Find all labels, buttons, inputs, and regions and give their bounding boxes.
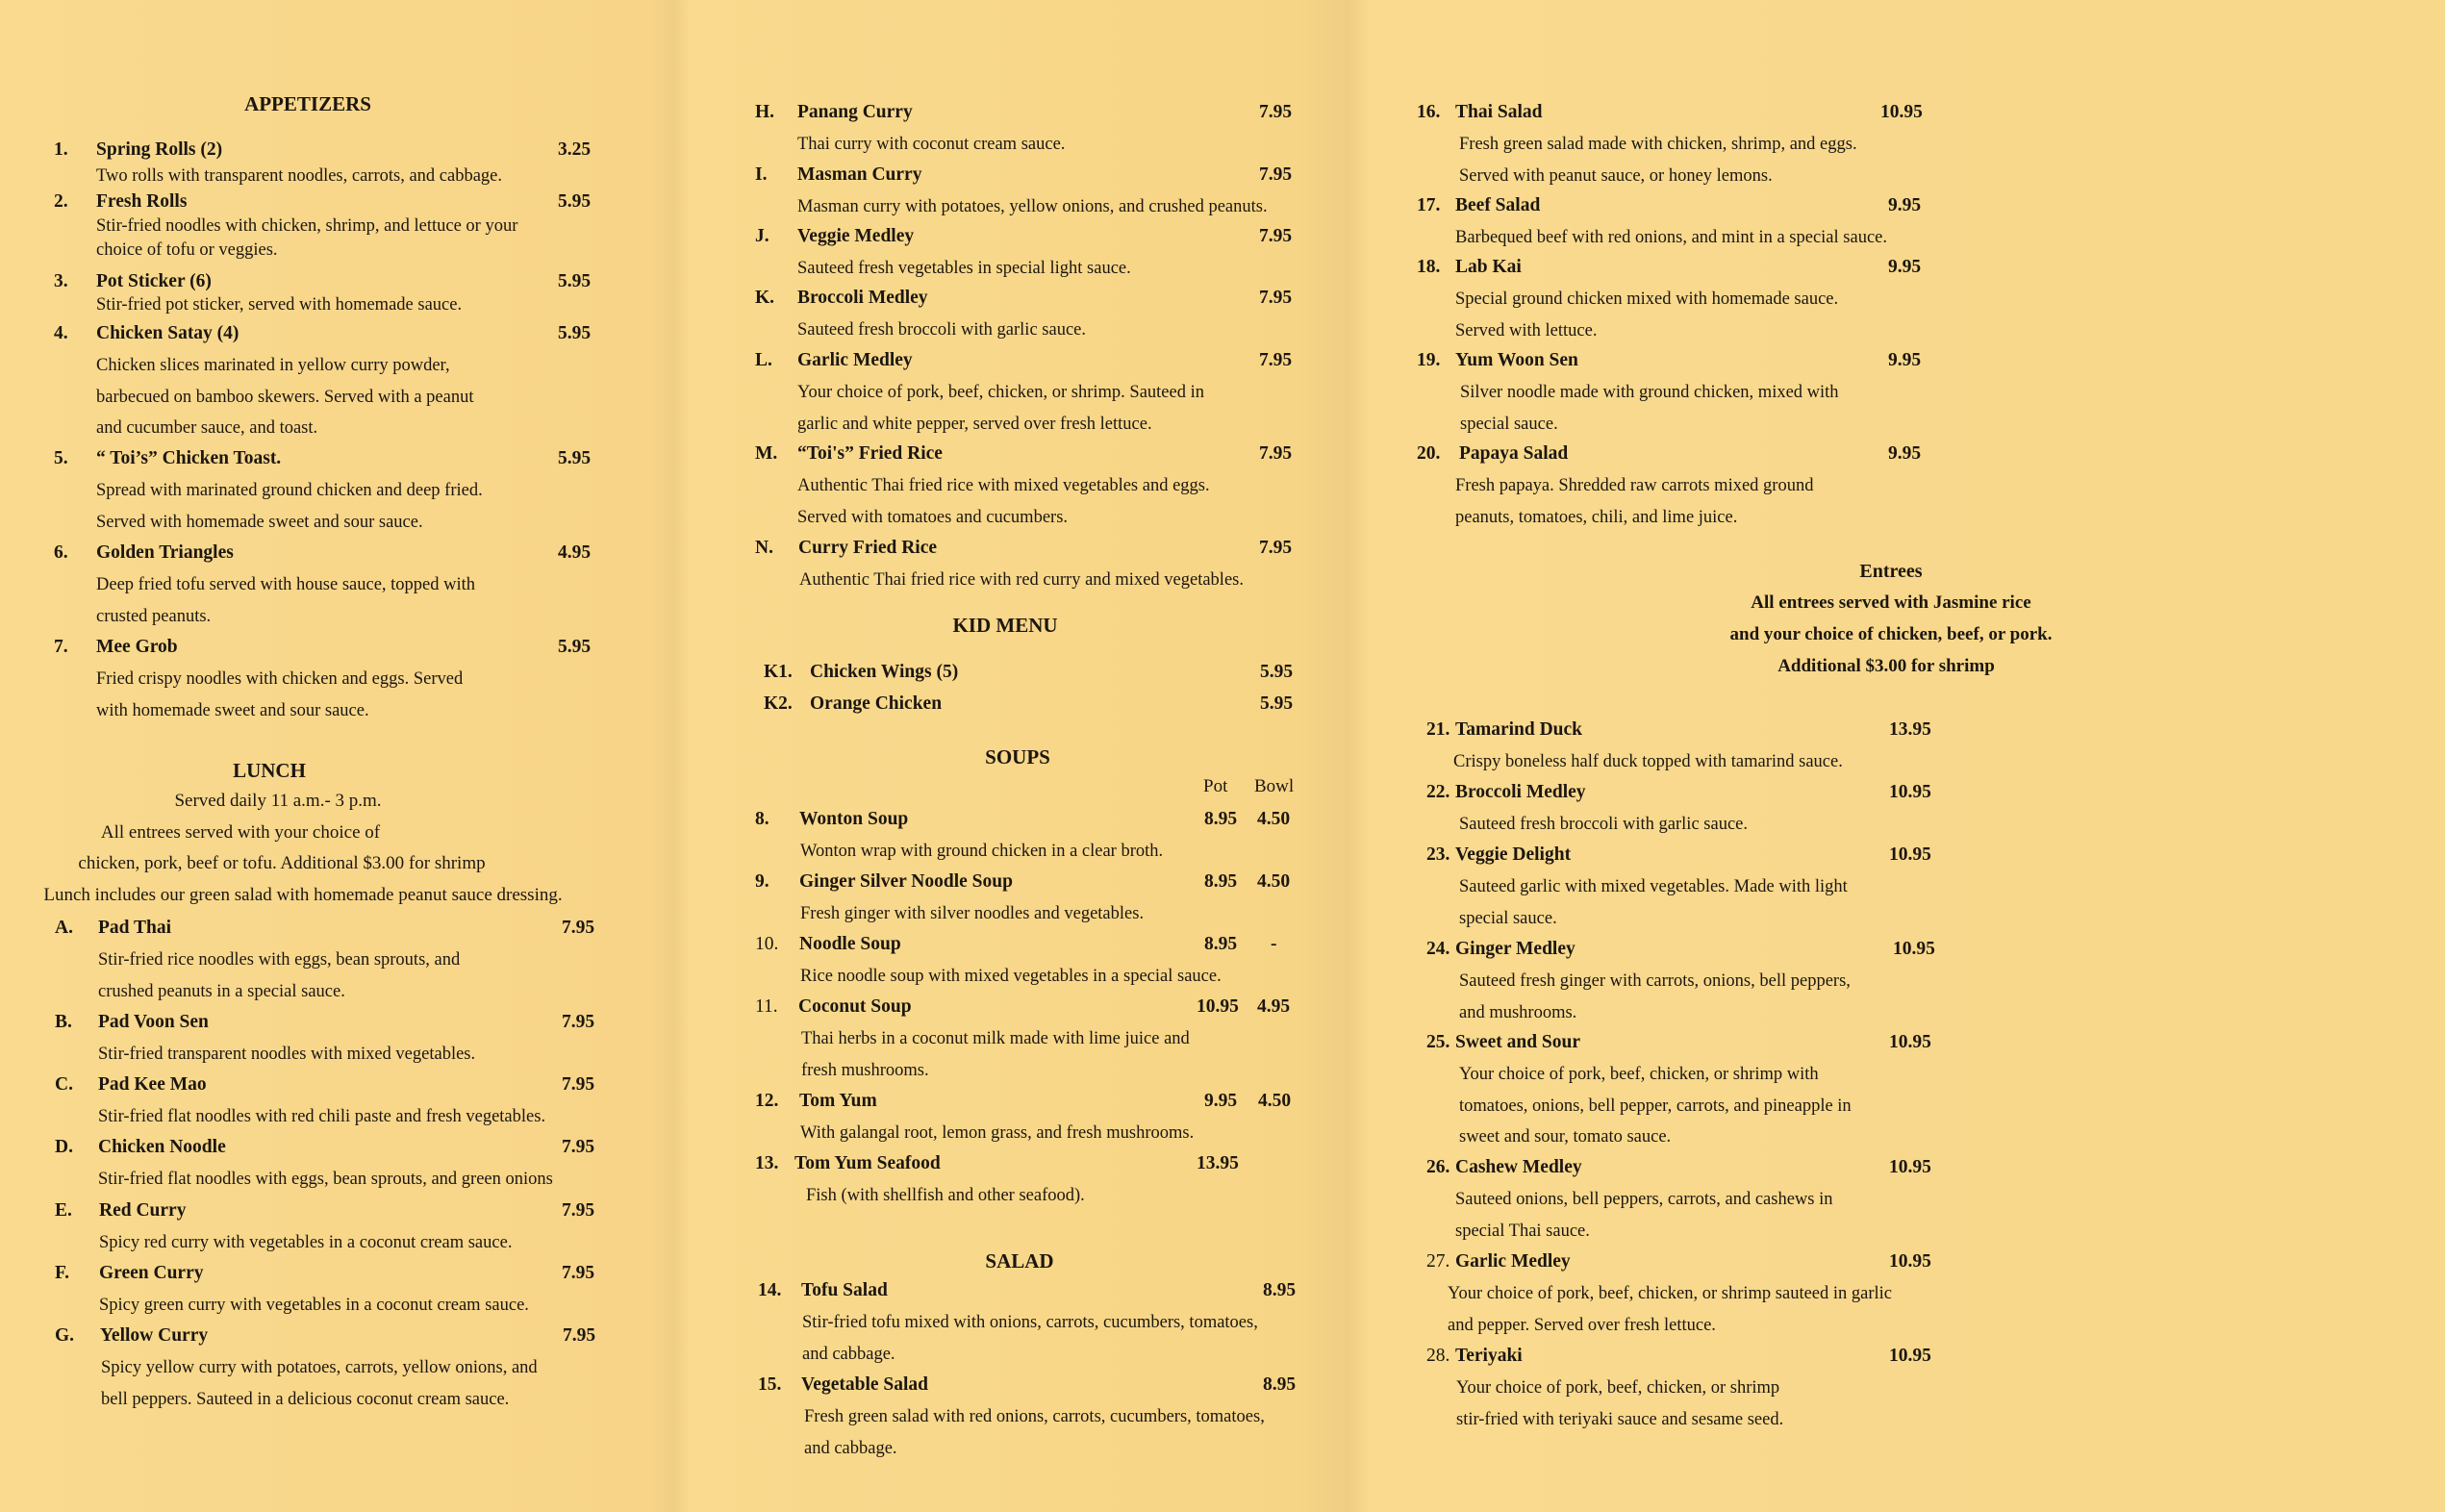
item-number: N. (755, 538, 773, 558)
item-price: 7.95 (562, 1200, 595, 1221)
item-description: Sauteed fresh broccoli with garlic sauce. (797, 320, 1086, 340)
item-description: Your choice of pork, beef, chicken, or shrimp. Sauteed in garlic and white pepper, served over fresh lettuce. (797, 383, 1204, 434)
item-number: 3. (54, 271, 68, 291)
item-price: 5.95 (1260, 693, 1294, 714)
item-name: Pad Kee Mao (98, 1074, 207, 1095)
item-description: Deep fried tofu served with house sauce, topped with crusted peanuts. (96, 575, 476, 626)
item-name: Garlic Medley (1455, 1251, 1571, 1272)
item-name: Thai Salad (1455, 102, 1543, 122)
item-price: 9.95 (1888, 195, 1922, 215)
item-price: 7.95 (1259, 288, 1293, 308)
item-description: Special ground chicken mixed with homemade sauce. Served with lettuce. (1455, 290, 1839, 340)
item-price: 5.95 (558, 191, 592, 212)
item-number: I. (755, 164, 768, 185)
item-description: Silver noodle made with ground chicken, mixed with special sauce. (1460, 383, 1839, 434)
item-description: Thai curry with coconut cream sauce. (797, 135, 1066, 154)
menu-column-middle (659, 0, 1337, 1512)
item-name: Tom Yum Seafood (794, 1153, 941, 1173)
item-description: Barbequed beef with red onions, and mint in a special sauce. (1455, 228, 1887, 247)
menu-column-left (0, 0, 654, 1512)
item-name: Coconut Soup (798, 996, 912, 1017)
item-name: Red Curry (99, 1200, 187, 1221)
item-number: 5. (54, 448, 68, 468)
item-price: 10.95 (1889, 1346, 1931, 1366)
entrees-title: Entrees (1859, 561, 1923, 582)
item-description: Authentic Thai fried rice with mixed vegetables and eggs. Served with tomatoes and cucumbers. (797, 476, 1210, 527)
item-number: 1. (54, 139, 68, 160)
item-price: 5.95 (558, 637, 592, 657)
item-number: 18. (1417, 257, 1441, 277)
item-name: Pot Sticker (6) (96, 271, 212, 291)
item-number: H. (755, 102, 775, 122)
item-name: Tom Yum (799, 1091, 877, 1111)
item-name: Orange Chicken (810, 693, 943, 714)
item-number: 14. (758, 1280, 782, 1300)
item-price: 3.25 (558, 139, 592, 160)
item-price-bowl: 4.95 (1257, 996, 1291, 1017)
item-name: Ginger Medley (1455, 939, 1575, 959)
item-name: “Toi's” Fried Rice (797, 443, 943, 464)
item-description: Stir-fried transparent noodles with mixed vegetables. (98, 1045, 476, 1064)
item-number: 25. (1426, 1032, 1450, 1052)
item-price-bowl: 4.50 (1257, 809, 1291, 829)
menu-column-right (1337, 0, 2053, 1512)
item-number: K. (755, 288, 775, 308)
item-number: 10. (755, 934, 779, 954)
item-price: 7.95 (562, 1263, 595, 1283)
item-name: Tamarind Duck (1455, 719, 1583, 740)
item-price: 10.95 (1889, 1251, 1931, 1272)
item-name: Lab Kai (1455, 257, 1522, 277)
item-description: With galangal root, lemon grass, and fresh mushrooms. (800, 1123, 1195, 1143)
kid-menu-title: KID MENU (952, 614, 1058, 637)
item-price: 7.95 (563, 1325, 596, 1346)
item-description: Fresh green salad made with chicken, shrimp, and eggs. Served with peanut sauce, or honey lemons. (1459, 135, 1857, 186)
salad-title: SALAD (985, 1249, 1054, 1273)
item-number: L. (755, 350, 772, 370)
item-number: 20. (1417, 443, 1441, 464)
item-number: 22. (1426, 782, 1450, 802)
lunch-note-shrimp: chicken, pork, beef or tofu. Additional $3.00 for shrimp (78, 853, 486, 873)
item-name: Yellow Curry (100, 1325, 209, 1346)
item-description: Your choice of pork, beef, chicken, or shrimp sauteed in garlic and pepper. Served over fresh lettuce. (1448, 1284, 1893, 1335)
item-name: Panang Curry (797, 102, 913, 122)
soups-pot-header: Pot (1203, 776, 1228, 796)
item-price: 7.95 (562, 1137, 595, 1157)
item-description: Spicy green curry with vegetables in a coconut cream sauce. (99, 1296, 529, 1315)
item-name: Yum Woon Sen (1455, 350, 1578, 370)
item-name: Cashew Medley (1455, 1157, 1582, 1177)
item-number: 23. (1426, 844, 1450, 865)
item-description: Stir-fried flat noodles with red chili paste and fresh vegetables. (98, 1107, 546, 1126)
soups-bowl-header: Bowl (1254, 776, 1295, 796)
item-number: 2. (54, 191, 68, 212)
item-price: 7.95 (1259, 102, 1293, 122)
item-price: 7.95 (562, 918, 595, 938)
entrees-note-choice: and your choice of chicken, beef, or pork. (1729, 624, 2053, 644)
item-description: Sauteed garlic with mixed vegetables. Made with light special sauce. (1459, 877, 1848, 928)
entrees-note-rice: All entrees served with Jasmine rice (1751, 592, 2031, 613)
item-number: K2. (764, 693, 793, 714)
appetizers-title: APPETIZERS (244, 92, 371, 115)
item-price: 8.95 (1263, 1374, 1297, 1395)
item-name: Wonton Soup (799, 809, 909, 829)
item-price: 10.95 (1893, 939, 1935, 959)
item-number: 6. (54, 542, 68, 563)
item-number: J. (755, 226, 769, 246)
item-name: Sweet and Sour (1455, 1032, 1581, 1052)
item-number: 16. (1417, 102, 1441, 122)
item-price: 5.95 (558, 323, 592, 343)
item-price-bowl: 4.50 (1258, 1091, 1292, 1111)
item-name: Pad Thai (98, 918, 172, 938)
item-description: Stir-fried pot sticker, served with homemade sauce. (96, 295, 463, 315)
item-description: Fresh green salad with red onions, carrots, cucumbers, tomatoes, and cabbage. (804, 1407, 1265, 1458)
item-price: 10.95 (1889, 1157, 1931, 1177)
item-number: 17. (1417, 195, 1441, 215)
item-name: Chicken Noodle (98, 1137, 226, 1157)
item-price: 13.95 (1889, 719, 1931, 740)
item-number: 13. (755, 1153, 779, 1173)
item-name: Beef Salad (1455, 195, 1541, 215)
item-number: 15. (758, 1374, 782, 1395)
item-name: Noodle Soup (799, 934, 901, 954)
item-number: D. (55, 1137, 73, 1157)
item-description: Sauteed onions, bell peppers, carrots, and cashews in special Thai sauce. (1455, 1190, 1833, 1241)
item-description: Stir-fried rice noodles with eggs, bean sprouts, and crushed peanuts in a special sauce. (98, 950, 461, 1001)
item-description: Fresh ginger with silver noodles and vegetables. (800, 904, 1145, 923)
item-name: Veggie Medley (797, 226, 915, 246)
item-number: A. (55, 918, 73, 938)
lunch-note-choice: All entrees served with your choice of (100, 822, 381, 843)
item-number: C. (55, 1074, 73, 1095)
item-name: Vegetable Salad (801, 1374, 928, 1395)
item-name: Broccoli Medley (1455, 782, 1586, 802)
item-number: 9. (755, 871, 769, 892)
item-name: Veggie Delight (1455, 844, 1572, 865)
item-number: 27. (1426, 1251, 1450, 1272)
lunch-hours: Served daily 11 a.m.- 3 p.m. (174, 791, 382, 811)
item-price: 7.95 (1259, 226, 1293, 246)
item-description: Spicy red curry with vegetables in a coconut cream sauce. (99, 1233, 513, 1252)
item-name: Pad Voon Sen (98, 1012, 209, 1032)
item-name: “ Toi’s” Chicken Toast. (96, 448, 282, 468)
item-price: 10.95 (1880, 102, 1923, 122)
item-price: 9.95 (1888, 443, 1922, 464)
item-price: 5.95 (558, 448, 592, 468)
item-price: 7.95 (1259, 443, 1293, 464)
item-number: G. (55, 1325, 75, 1346)
item-number: 8. (755, 809, 769, 829)
item-price: 10.95 (1889, 844, 1931, 865)
item-price: 9.95 (1888, 350, 1922, 370)
item-description: Fresh papaya. Shredded raw carrots mixed ground peanuts, tomatoes, chili, and lime juice. (1455, 476, 1814, 527)
item-description: Sauteed fresh vegetables in special light sauce. (797, 259, 1131, 278)
item-name: Green Curry (99, 1263, 204, 1283)
item-price-bowl: 4.50 (1257, 871, 1291, 892)
item-name: Ginger Silver Noodle Soup (799, 871, 1013, 892)
item-description: Authentic Thai fried rice with red curry and mixed vegetables. (799, 570, 1244, 590)
item-name: Broccoli Medley (797, 288, 928, 308)
item-price-pot: 8.95 (1204, 934, 1238, 954)
item-price-pot: 10.95 (1197, 996, 1239, 1017)
item-description: Crispy boneless half duck topped with tamarind sauce. (1453, 752, 1843, 771)
item-description: Your choice of pork, beef, chicken, or shrimp with tomatoes, onions, bell pepper, carrots, and pineapple in sweet and sour, tomato sauce. (1459, 1065, 1852, 1147)
item-price: 7.95 (562, 1012, 595, 1032)
item-name: Curry Fried Rice (798, 538, 938, 558)
item-price: 7.95 (1259, 538, 1293, 558)
item-description: Masman curry with potatoes, yellow onions, and crushed peanuts. (797, 197, 1268, 216)
soups-title: SOUPS (985, 745, 1050, 769)
item-description: Stir-fried tofu mixed with onions, carrots, cucumbers, tomatoes, and cabbage. (802, 1313, 1258, 1364)
item-name: Mee Grob (96, 637, 178, 657)
item-name: Garlic Medley (797, 350, 913, 370)
item-number: K1. (764, 662, 793, 682)
item-number: 12. (755, 1091, 779, 1111)
item-price: 5.95 (558, 271, 592, 291)
entrees-note-shrimp: Additional $3.00 for shrimp (1777, 656, 1995, 676)
item-name: Golden Triangles (96, 542, 234, 563)
item-price-pot: 9.95 (1204, 1091, 1238, 1111)
item-price-pot: 8.95 (1204, 809, 1238, 829)
item-price: 8.95 (1263, 1280, 1297, 1300)
item-name: Fresh Rolls (96, 191, 188, 212)
item-price: 10.95 (1889, 1032, 1931, 1052)
item-price: 7.95 (1259, 350, 1293, 370)
item-price-bowl: - (1271, 934, 1277, 954)
item-number: 11. (755, 996, 778, 1017)
item-name: Masman Curry (797, 164, 922, 185)
item-number: F. (55, 1263, 69, 1283)
item-description: Stir-fried noodles with chicken, shrimp, and lettuce or your choice of tofu or veggies. (96, 216, 518, 260)
item-price: 9.95 (1888, 257, 1922, 277)
lunch-note-salad: Lunch includes our green salad with homemade peanut sauce dressing. (43, 885, 563, 905)
item-description: Wonton wrap with ground chicken in a clear broth. (800, 842, 1164, 861)
item-description: Stir-fried flat noodles with eggs, bean sprouts, and green onions (98, 1170, 553, 1189)
item-description: Two rolls with transparent noodles, carrots, and cabbage. (96, 166, 503, 186)
item-name: Chicken Wings (5) (810, 662, 959, 682)
item-number: 4. (54, 323, 68, 343)
item-price: 5.95 (1260, 662, 1294, 682)
item-number: B. (55, 1012, 72, 1032)
item-description: Spicy yellow curry with potatoes, carrots, yellow onions, and bell peppers. Sauteed in a delicious coconut cream sauce. (101, 1358, 538, 1409)
item-description: Rice noodle soup with mixed vegetables in a special sauce. (800, 967, 1222, 986)
item-name: Papaya Salad (1459, 443, 1569, 464)
item-name: Tofu Salad (801, 1280, 888, 1300)
item-description: Fried crispy noodles with chicken and eggs. Served with homemade sweet and sour sauce. (96, 669, 464, 720)
item-price: 7.95 (1259, 164, 1293, 185)
item-price: 4.95 (558, 542, 592, 563)
item-description: Chicken slices marinated in yellow curry powder, barbecued on bamboo skewers. Served with a peanut and cucumber sauce, and toast. (96, 356, 474, 438)
item-name: Teriyaki (1455, 1346, 1523, 1366)
item-description: Spread with marinated ground chicken and deep fried. Served with homemade sweet and sour sauce. (96, 481, 483, 532)
item-price: 10.95 (1889, 782, 1931, 802)
item-number: 19. (1417, 350, 1441, 370)
item-name: Spring Rolls (2) (96, 139, 223, 160)
item-price: 7.95 (562, 1074, 595, 1095)
item-description: Sauteed fresh broccoli with garlic sauce. (1459, 815, 1748, 834)
item-description: Fish (with shellfish and other seafood). (806, 1186, 1085, 1205)
item-number: 7. (54, 637, 68, 657)
item-number: 21. (1426, 719, 1450, 740)
item-number: 26. (1426, 1157, 1450, 1177)
item-name: Chicken Satay (4) (96, 323, 239, 343)
item-price-pot: 13.95 (1197, 1153, 1239, 1173)
item-description: Your choice of pork, beef, chicken, or shrimp stir-fried with teriyaki sauce and sesame seed. (1456, 1378, 1784, 1429)
item-price-pot: 8.95 (1204, 871, 1238, 892)
item-number: 24. (1426, 939, 1450, 959)
item-description: Sauteed fresh ginger with carrots, onions, bell peppers, and mushrooms. (1459, 971, 1851, 1022)
lunch-title: LUNCH (233, 759, 306, 782)
item-number: M. (755, 443, 778, 464)
item-description: Thai herbs in a coconut milk made with lime juice and fresh mushrooms. (801, 1029, 1190, 1080)
item-number: 28. (1426, 1346, 1450, 1366)
item-number: E. (55, 1200, 72, 1221)
